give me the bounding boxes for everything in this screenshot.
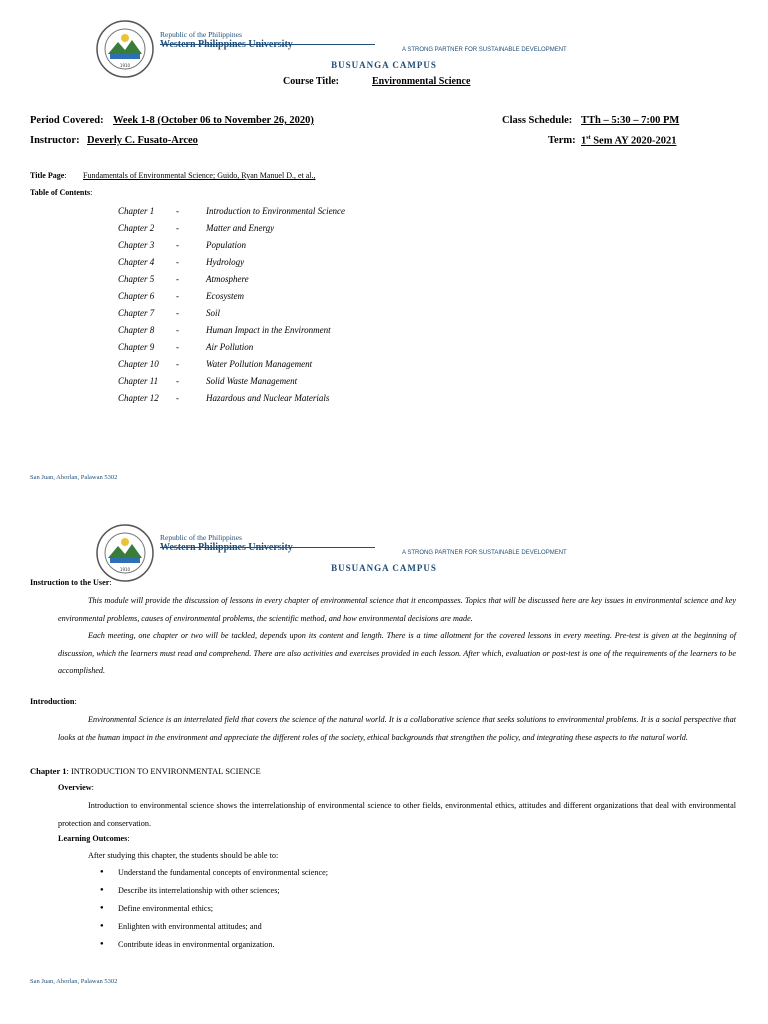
toc-chapter-number: Chapter 8: [118, 325, 155, 335]
toc-chapter-title: Air Pollution: [206, 342, 254, 352]
toc-chapter-title: Population: [206, 240, 246, 250]
toc-chapter-title: Matter and Energy: [206, 223, 275, 233]
toc-chapter-title: Hydrology: [206, 257, 245, 267]
document-page-1: [0, 0, 768, 500]
learning-outcome-item: ● Describe its interrelationship with other sciences;: [100, 886, 280, 895]
toc-chapter-number: Chapter 10: [118, 359, 159, 369]
header-rule: [160, 547, 375, 548]
republic-label: Republic of the Philippines: [160, 533, 242, 542]
university-seal-logo: [96, 524, 154, 582]
term-value: 1st Sem AY 2020-2021: [581, 135, 677, 147]
introduction-paragraph: Environmental Science is an interrelated field that covers the science of the natural world. It is a collaborative science that seeks solutions to environmental problems. It is a social perspective that looks at the human impact in the environment and appreciate the different roles of the society, ethical backgrounds that strengthen the policy, and integrating these aspects to the natural world.: [58, 715, 736, 742]
toc-chapter-number: Chapter 5: [118, 274, 155, 284]
svg-text:1910: 1910: [119, 63, 131, 68]
toc-chapter-number: Chapter 9: [118, 342, 155, 352]
toc-chapter-title: Human Impact in the Environment: [206, 325, 331, 335]
toc-chapter-title: Ecosystem: [206, 291, 244, 301]
toc-chapter-title: Solid Waste Management: [206, 376, 298, 386]
toc-chapter-title: Soil: [206, 308, 221, 318]
toc-dash: -: [176, 308, 179, 318]
toc-chapter-number: Chapter 6: [118, 291, 155, 301]
toc-chapter-number: Chapter 1: [118, 206, 155, 216]
toc-chapter-number: Chapter 2: [118, 223, 155, 233]
svg-text:1910: 1910: [119, 567, 131, 572]
campus-name: BUSUANGA CAMPUS: [331, 563, 437, 573]
course-title-label: Course Title:: [283, 76, 340, 87]
introduction-heading: Introduction:: [30, 697, 77, 706]
toc-heading: Table of Contents:: [30, 188, 93, 197]
chapter-1-heading: Chapter 1: INTRODUCTION TO ENVIRONMENTAL SCIENCE: [30, 766, 261, 776]
toc-dash: -: [176, 274, 179, 284]
document-page-2: [0, 500, 768, 1024]
learning-outcomes-heading: Learning Outcomes:: [58, 834, 130, 843]
toc-dash: -: [176, 291, 179, 301]
university-tagline: A STRONG PARTNER FOR SUSTAINABLE DEVELOPMENT: [402, 47, 567, 53]
class-schedule-value: TTh – 5:30 – 7:00 PM: [581, 115, 680, 126]
toc-dash: -: [176, 393, 179, 403]
toc-dash: -: [176, 240, 179, 250]
toc-chapter-number: Chapter 12: [118, 393, 159, 403]
toc-dash: -: [176, 223, 179, 233]
learning-outcome-item: ● Define environmental ethics;: [100, 904, 213, 913]
republic-label: Republic of the Philippines: [160, 30, 242, 39]
toc-chapter-number: Chapter 11: [118, 376, 159, 386]
learning-outcomes-intro: After studying this chapter, the students should be able to:: [88, 851, 279, 860]
overview-heading: Overview:: [58, 783, 94, 792]
learning-outcome-item: ● Contribute ideas in environmental organization.: [100, 940, 275, 949]
toc-dash: -: [176, 359, 179, 369]
period-covered-label: Period Covered:: [30, 115, 104, 126]
toc-dash: -: [176, 376, 179, 386]
university-tagline: A STRONG PARTNER FOR SUSTAINABLE DEVELOPMENT: [402, 550, 567, 556]
toc-dash: -: [176, 206, 179, 216]
title-page-line: Title Page: Fundamentals of Environmental Science; Guido, Ryan Manuel D., et al.,: [30, 171, 316, 180]
toc-chapter-title: Water Pollution Management: [206, 359, 313, 369]
toc-chapter-title: Introduction to Environmental Science: [206, 206, 346, 216]
term-label: Term:: [548, 135, 576, 146]
instruction-paragraph-1: This module will provide the discussion of lessons in every chapter of environmental science that it encompasses. Topics that will be discussed here are key issues in environmental science and key environmental problems, causes of environmental problems, the scientific method, and how environmental decisions are made.: [58, 596, 736, 623]
instruction-paragraph-2: Each meeting, one chapter or two will be tackled, depends upon its content and length. There is a time allotment for the covered lessons in every meeting. Pre-test is given at the beginning of discussion, which the learners must read and comprehend. There are also activities and exercises provided in each lesson. After which, evaluation or post-test is one of the requirements of the learners to be accomplished.: [58, 631, 736, 675]
toc-chapter-title: Atmosphere: [206, 274, 249, 284]
period-covered-value: Week 1-8 (October 06 to November 26, 2020): [113, 115, 314, 126]
course-title-value: Environmental Science: [372, 76, 471, 87]
footer-address: San Juan, Aborlan, Palawan 5302: [30, 474, 118, 481]
toc-dash: -: [176, 342, 179, 352]
toc-chapter-number: Chapter 3: [118, 240, 155, 250]
campus-name: BUSUANGA CAMPUS: [331, 60, 437, 70]
toc-dash: -: [176, 257, 179, 267]
toc-chapter-number: Chapter 4: [118, 257, 155, 267]
instruction-heading: Instruction to the User:: [30, 578, 112, 587]
instructor-value: Deverly C. Fusato-Arceo: [87, 135, 198, 146]
toc-chapter-number: Chapter 7: [118, 308, 155, 318]
toc-dash: -: [176, 325, 179, 335]
instructor-label: Instructor:: [30, 135, 80, 146]
overview-paragraph: Introduction to environmental science shows the interrelationship of environmental science to other fields, environmental ethics, attitudes and different organizations that deal with environmental protection and conservation.: [58, 801, 736, 828]
class-schedule-label: Class Schedule:: [502, 115, 573, 126]
toc-chapter-title: Hazardous and Nuclear Materials: [206, 393, 330, 403]
footer-address: San Juan, Aborlan, Palawan 5302: [30, 978, 118, 985]
learning-outcome-item: ● Understand the fundamental concepts of environmental science;: [100, 868, 328, 877]
learning-outcome-item: ● Enlighten with environmental attitudes; and: [100, 922, 262, 931]
header-rule: [160, 44, 375, 45]
